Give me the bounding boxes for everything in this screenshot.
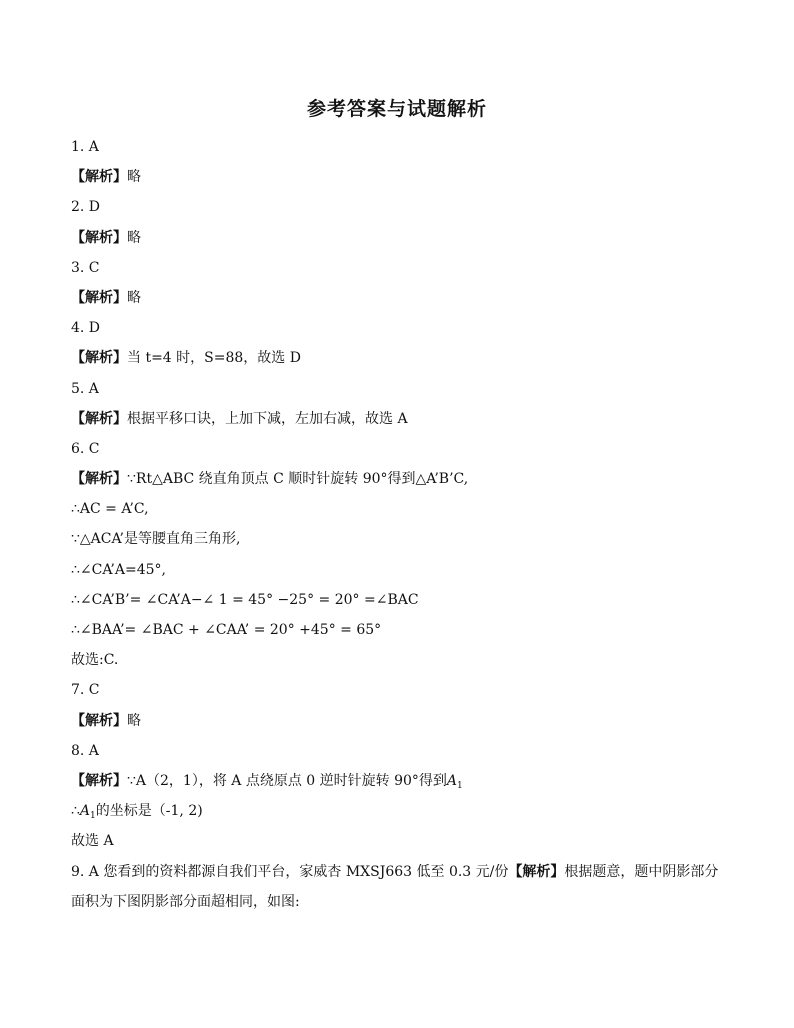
answer-list — [71, 132, 731, 917]
explanation-6-line-4: ∴∠CA’A=45°, — [71, 561, 166, 578]
explanation-7 — [71, 706, 731, 736]
explanation-text: 当 t=4 时，S=88，故选 D — [127, 350, 301, 367]
answer-2: 2. D — [71, 199, 101, 216]
explanation-6-line-7: 故选:C. — [71, 652, 119, 669]
explanation-tag: 【解析】 — [71, 350, 127, 367]
explanation-text: 略 — [127, 289, 141, 306]
explanation-8 — [71, 766, 731, 796]
explanation-tag: 【解析】 — [71, 772, 127, 789]
explanation-text: 略 — [127, 712, 141, 729]
subscript-1: 1 — [457, 780, 463, 791]
answer-6: 6. C — [71, 440, 100, 457]
explanation-text: 略 — [127, 229, 141, 246]
answer-1: 1. A — [71, 139, 99, 155]
answer-3: 3. C — [71, 259, 100, 276]
explanation-3 — [71, 283, 731, 313]
variable-a: A — [79, 803, 91, 820]
answer-8: 8. A — [71, 742, 99, 759]
explanation-1 — [71, 162, 731, 192]
explanation-tag: 【解析】 — [71, 410, 127, 427]
explanation-6-line-5: ∴∠CA’B’= ∠CA’A−∠ 1 = 45° −25° = 20° =∠BAC — [71, 591, 419, 608]
explanation-6-line-2: ∴AC = A’C, — [71, 501, 149, 518]
explanation-text: 根据题意，题中阴影部分 — [564, 863, 719, 880]
answer-5: 5. A — [71, 380, 99, 397]
explanation-5 — [71, 404, 731, 434]
explanation-tag: 【解析】 — [508, 863, 565, 880]
explanation-2 — [71, 223, 731, 253]
page-title: 参考答案与试题解析 — [306, 98, 487, 120]
explanation-text: ∵A（2，1），将 A 点绕原点 0 逆时针旋转 90°得到 — [127, 772, 447, 789]
explanation-text: 的坐标是（-1, 2) — [95, 803, 203, 820]
answer-9 — [71, 857, 731, 887]
answer-4: 4. D — [71, 320, 101, 337]
explanation-8-line-3: 故选 A — [71, 833, 114, 850]
variable-a: A — [446, 772, 458, 789]
explanation-tag: 【解析】 — [71, 289, 127, 306]
explanation-tag: 【解析】 — [71, 471, 127, 488]
explanation-8-line-2 — [71, 796, 731, 826]
explanation-text: 根据平移口诀，上加下减，左加右减，故选 A — [127, 410, 408, 427]
explanation-6-line-3: ∵△ACA’是等腰直角三角形, — [71, 531, 241, 548]
explanation-6-line-6: ∴∠BAA’= ∠BAC + ∠CAA’ = 20° +45° = 65° — [71, 622, 382, 638]
explanation-4 — [71, 343, 731, 373]
explanation-text: ∵Rt△ABC 绕直角顶点 C 顺时针旋转 90°得到△A’B’C, — [127, 471, 469, 488]
explanation-tag: 【解析】 — [71, 169, 127, 186]
subscript-1: 1 — [90, 811, 96, 822]
answer-9-line-2: 面积为下图阴影部分面超相同，如图: — [71, 893, 300, 910]
explanation-tag: 【解析】 — [71, 229, 127, 246]
explanation-6 — [71, 464, 731, 494]
explanation-tag: 【解析】 — [71, 712, 127, 729]
therefore-symbol: ∴ — [71, 803, 80, 820]
explanation-text: 略 — [127, 169, 141, 186]
answer-9-text: 9. A 您看到的资料都源自我们平台，家威杏 MXSJ663 低至 0.3 元/份 — [71, 863, 509, 880]
answer-7: 7. C — [71, 682, 100, 699]
